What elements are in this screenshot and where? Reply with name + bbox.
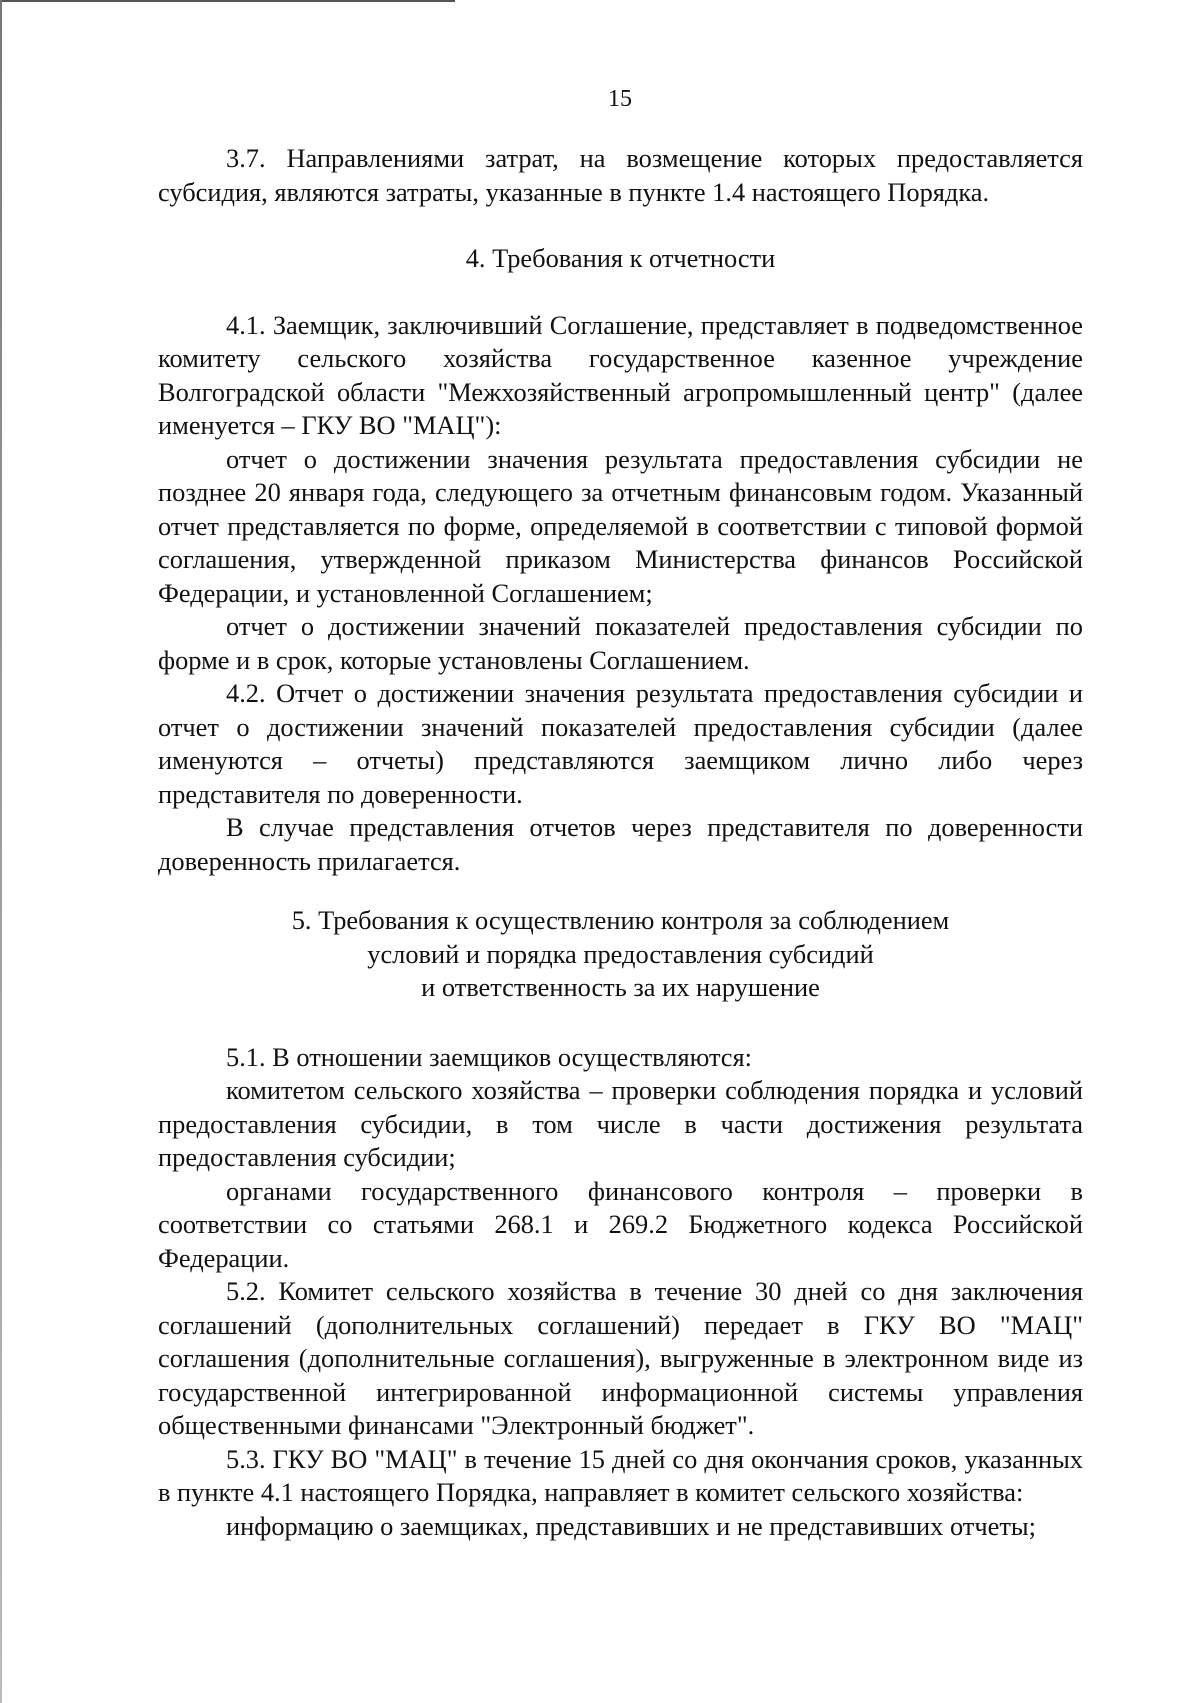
paragraph-3-7: 3.7. Направлениями затрат, на возмещение которых предоставляется субсидия, являются затраты, указанные в пункте 1.4 настоящего Порядка. bbox=[158, 143, 1083, 207]
paragraph-5-1-control-bodies: органами государственного финансового контроля – проверки в соответствии со статьями 268.1 и 269.2 Бюджетного кодекса Российской Федерации. bbox=[158, 1175, 1083, 1273]
page-number: 15 bbox=[608, 86, 632, 112]
paragraph-5-3: 5.3. ГКУ ВО "МАЦ" в течение 15 дней со дня окончания сроков, указанных в пункте 4.1 настоящего Порядка, направляет в комитет сельского хозяйства: bbox=[158, 1443, 1083, 1507]
section-heading-5-line-1: 5. Требования к осуществлению контроля за соблюдением bbox=[291, 905, 950, 935]
paragraph-5-3-info: информацию о заемщиках, представивших и не представивших отчеты; bbox=[226, 1510, 1036, 1541]
paragraph-4-1-report-result: отчет о достижении значения результата предоставления субсидии не позднее 20 января года, следующего за отчетным финансовым годом. Указанный отчет представляется по форме, определяемой в соответствии с типовой формой соглашения, утвержденной приказом Министерства финансов Российской Федерации, и установленной Соглашением; bbox=[158, 443, 1083, 608]
paragraph-4-2-representative: В случае представления отчетов через представителя по доверенности доверенность прилагается. bbox=[158, 812, 1083, 876]
paragraph-5-1-committee: комитетом сельского хозяйства – проверки соблюдения порядка и условий предоставления субсидии, в том числе в части достижения результата предоставления субсидии; bbox=[158, 1075, 1083, 1172]
section-heading-5-line-3: и ответственность за их нарушение bbox=[421, 972, 820, 1002]
scan-edge-top bbox=[0, 0, 455, 2]
paragraph-4-2: 4.2. Отчет о достижении значения результата предоставления субсидии и отчет о достижении значений показателей предоставления субсидии (далее именуются – отчеты) представляются заемщиком лично либо через представителя по доверенности. bbox=[158, 678, 1083, 809]
section-heading-4: 4. Требования к отчетности bbox=[465, 243, 776, 273]
paragraph-4-1: 4.1. Заемщик, заключивший Соглашение, представляет в подведомственное комитету сельского хозяйства государственное казенное учреждение Волгоградской области "Межхозяйственный агропромышленный центр" (далее именуется – ГКУ ВО "МАЦ"): bbox=[158, 309, 1083, 440]
scan-edge-left bbox=[0, 0, 2, 1703]
paragraph-4-1-report-indicators: отчет о достижении значений показателей предоставления субсидии по форме и в срок, которые установлены Соглашением. bbox=[158, 611, 1083, 675]
paragraph-5-2: 5.2. Комитет сельского хозяйства в течение 30 дней со дня заключения соглашений (дополнительных соглашений) передает в ГКУ ВО "МАЦ" соглашения (дополнительные соглашения), выгруженные в электронном виде из государственной интегрированной информационной системы управления общественными финансами "Электронный бюджет". bbox=[158, 1276, 1083, 1440]
section-heading-5-line-2: условий и порядка предоставления субсидий bbox=[367, 938, 874, 969]
paragraph-5-1: 5.1. В отношении заемщиков осуществляются: bbox=[226, 1041, 752, 1072]
document-body bbox=[158, 142, 1083, 1543]
